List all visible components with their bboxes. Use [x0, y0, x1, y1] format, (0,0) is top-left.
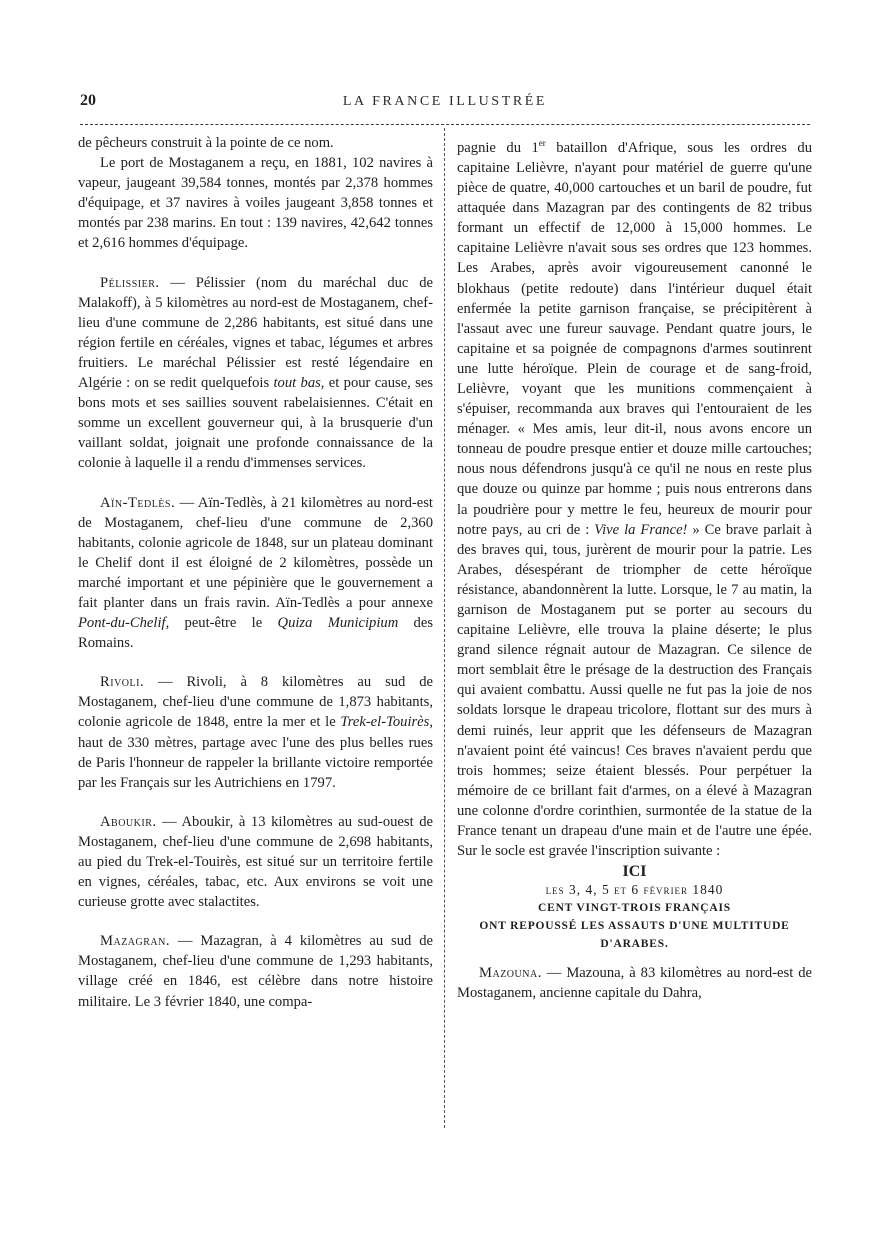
section-mazagran: Mazagran. — Mazagran, à 4 kilomètres au sud de Mostaganem, chef-lieu d'une commune de 1,293 habitants, village créé en 1846, est célèbre dans notre histoire militaire. Le 3 février 1840, une compa-: [78, 933, 433, 1010]
section-heading: Aïn-Tedlès.: [100, 494, 176, 511]
section-heading: Aboukir.: [100, 813, 157, 830]
right-column: [457, 133, 812, 1003]
header-rule: [80, 124, 810, 125]
inscription-line: les 3, 4, 5 et 6 février 1840: [545, 882, 724, 898]
page-header: [80, 92, 810, 114]
inscription-line: D'ARABES.: [600, 938, 669, 951]
page-number: 20: [80, 92, 96, 109]
left-column: [78, 133, 433, 1012]
paragraph-port: Le port de Mostaganem a reçu, en 1881, 102 navires à vapeur, jaugeant 39,584 tonnes, montés par 2,378 hommes d'équipage, et 37 navires à voiles jaugeant 3,858 tonnes et montés par 238 marins. En tout : 139 navires, 42,642 tonnes et 2,616 hommes d'équipage.: [78, 155, 433, 252]
inscription-line: CENT VINGT-TROIS FRANÇAIS: [538, 902, 731, 915]
section-aboukir: Aboukir. — Aboukir, à 13 kilomètres au sud-ouest de Mostaganem, chef-lieu d'une commune de 2,698 habitants, au pied du Trek-el-Touirès, est situé sur un territoire fertile en vignes, céréales, tabac, etc. Aux environs se voit une curieuse grotte avec stalactites.: [78, 813, 433, 911]
section-heading: Mazagran.: [100, 933, 171, 950]
section-heading: Rivoli.: [100, 674, 145, 691]
inscription-line: ICI: [622, 863, 647, 881]
section-mazouna: Mazouna. — Mazouna, à 83 kilomètres au nord-est de Mostaganem, ancienne capitale du Dahra,: [457, 965, 812, 1002]
section-heading: Mazouna.: [479, 965, 542, 982]
inscription-line: ONT REPOUSSÉ LES ASSAUTS D'UNE MULTITUDE: [479, 920, 790, 933]
paragraph: de pêcheurs construit à la pointe de ce nom.: [78, 135, 334, 151]
section-heading: Pélissier.: [100, 274, 160, 291]
column-divider: [444, 128, 445, 1128]
section-rivoli: Rivoli. — Rivoli, à 8 kilomètres au sud de Mostaganem, chef-lieu d'une commune de 1,873 habitants, colonie agricole de 1848, entre la mer et le Trek-el-Touirès, haut de 330 mètres, partage avec l'une des plus belles rues de Paris l'honneur de rappeler la brillante victoire remportée par les Français sur les Autrichiens en 1797.: [78, 674, 433, 791]
section-pelissier: Pélissier. — Pélissier (nom du maréchal duc de Malakoff), à 5 kilomètres au nord-est de Mostaganem, chef-lieu d'une commune de 2,286 habitants, est situé dans une région fertile en céréales, vignes et tabac, légumes et arbres fruitiers. Le maréchal Pélissier est resté légendaire en Algérie : on se redit quelquefois tout bas, et pour cause, ses bons mots et ses saillies souvent rabelaisiennes. C'était en somme un excellent gouverneur qui, à la brusquerie d'un vaillant soldat, joignait une profonde connaissance de la colonie à laquelle il a rendu d'immenses services.: [78, 274, 433, 472]
running-title: LA FRANCE ILLUSTRÉE: [342, 94, 548, 109]
paragraph-mazagran-continued: pagnie du 1er bataillon d'Afrique, sous les ordres du capitaine Lelièvre, n'ayant pour matériel de guerre qu'une pièce de quatre, 40,000 cartouches et un baril de poudre, fut attaquée dans Mazagran par des contingents de 82 tribus formant un effectif de 12,000 à 15,000 hommes. Le capitaine Lelièvre n'avait sous ses ordres que 123 hommes. Les Arabes, après avoir vigoureusement canonné le blokhaus (petite redoute) dans l'intérieur duquel était enfermée la petite garnison française, se précipitèrent à l'assaut avec une fureur sauvage. Pendant quatre jours, le capitaine et sa poignée de compagnons d'armes soutinrent une lutte héroïque. Plein de courage et de sang-froid, Lelièvre, voyant que les munitions commençaient à s'épuiser, recommanda aux braves qui l'entouraient de les ménager. « Mes amis, leur dit-il, nous avons encore un tonneau de poudre presque entier et douze mille cartouches; nous nous défendrons jusqu'à ce qu'il ne nous en reste plus que douze ou quinze par homme ; puis nous entrerons dans la poudrière pour y mettre le feu, heureux de mourir pour notre pays, au cri de : Vive la France! » Ce brave parlait à des braves qui, tous, jurèrent de mourir pour la patrie. Les Arabes, désespérant de triompher de cette héroïque résistance, abandonnèrent la lutte. Lorsque, le 7 au matin, la garnison de Mostaganem put se porter au secours du capitaine Lelièvre, elle trouva la plaine déserte; le plus grand silence régnait autour de Mazagran. Ce silence de mort semblait être le présage de la destruction des Français qui avaient combattu. Aussi quelle ne fut pas la joie de nos soldats lorsque le drapeau tricolore, flottant sur des murs à demi ruinés, leur apprit que les défenseurs de Mazagran n'avaient point été vaincus! Ces braves n'avaient perdu que trois hommes; seize étaient blessés. Pour perpétuer la mémoire de ce brillant fait d'armes, on a élevé à Mazagran une colonne d'ordre corinthien, surmontée de la statue de la France tenant un drapeau d'une main et de l'autre une épée. Sur le socle est gravée l'inscription suivante :: [457, 138, 812, 860]
inscription: [457, 863, 812, 953]
section-ain-tedles: Aïn-Tedlès. — Aïn-Tedlès, à 21 kilomètres au nord-est de Mostaganem, chef-lieu d'une commune de 2,360 habitants, colonie agricole de 1848, sur un plateau dominant le Chelif dont il est éloigné de 2 kilomètres, possède un marché important et une pépinière que le gouvernement a fait planter dans un frais ravin. Aïn-Tedlès a pour annexe Pont-du-Chelif, peut-être le Quiza Municipium des Romains.: [78, 494, 433, 652]
